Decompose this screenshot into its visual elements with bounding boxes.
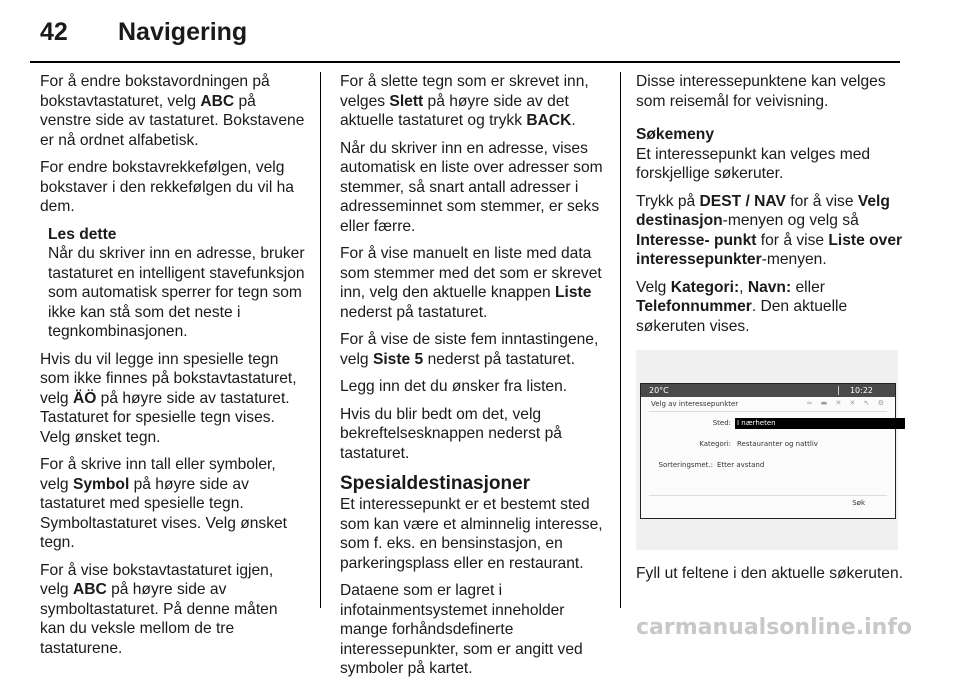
screen-figure <box>636 350 898 550</box>
note-text: Når du skriver inn en adresse, bruker tastaturet en intelligent stavefunksjon som automatisk sperrer for tegn som ikke kan stå som det neste i tegnkombinasjonen. <box>48 245 305 340</box>
paragraph: For å vise bokstavtastaturet igjen, velg ABC på høyre side av symboltastaturet. På denne måten kan du veksle mellom de tre tastaturene. <box>40 561 278 657</box>
paragraph: For å slette tegn som er skrevet inn, velges Slett på høyre side av det aktuelle tastaturet og trykk BACK. <box>340 73 589 129</box>
screen-status-bar <box>641 384 895 397</box>
paragraph: Disse interessepunktene kan velges som reisemål for veivisning. <box>636 73 886 110</box>
subheading: Søkemeny <box>636 126 715 143</box>
status-divider <box>838 386 839 395</box>
section-heading: Spesialdestinasjoner <box>340 473 531 494</box>
screen-divider <box>649 495 887 496</box>
note-title: Les dette <box>48 225 117 243</box>
field-label-category: Kategori: <box>699 440 731 448</box>
paragraph: Legg inn det du ønsker fra listen. <box>340 378 568 395</box>
field-value-category[interactable]: Restauranter og nattliv <box>737 440 818 448</box>
paragraph: For å skrive inn tall eller symboler, velg Symbol på høyre side av tastaturet med spesielle tegn. Symboltastaturet vises. Velg ønsket tegn. <box>40 456 288 551</box>
page-header <box>30 12 910 60</box>
header-rule <box>30 61 900 63</box>
paragraph: Trykk på DEST / NAV for å vise Velg destinasjon-menyen og velg så Interesse- punkt for å vise Liste over interessepunkter-menyen. <box>636 192 903 268</box>
note-box <box>40 225 305 342</box>
clock-readout: 10:22 <box>849 386 873 395</box>
paragraph: Hvis du blir bedt om det, velg bekreftelsesknappen nederst på tastaturet. <box>340 405 562 462</box>
paragraph: Hvis du vil legge inn spesielle tegn som ikke finnes på bokstavtastaturet, velg ÄÖ på høyre side av tastaturet. Tastaturet for spesielle tegn vises. Velg ønsket tegn. <box>40 350 297 446</box>
page-number: 42 <box>40 18 68 46</box>
paragraph: Et interessepunkt er et bestemt sted som kan være et alminnelig interesse, som f. eks. en bensinstasjon, en parkeringsplass eller en restaurant. <box>340 496 603 572</box>
temperature-readout: 20°C <box>649 386 669 395</box>
column-3 <box>636 72 904 592</box>
column-divider <box>620 72 621 608</box>
paragraph: Når du skriver inn en adresse, vises automatisk en liste over adresser som stemmer, så snart antall adresser i adresseminnet som stemmer, er seks eller færre. <box>340 139 603 235</box>
column-1 <box>40 72 305 666</box>
paragraph: For å vise manuelt en liste med data som stemmer med det som er skrevet inn, velg den aktuelle knappen Liste nederst på tastaturet. <box>340 245 602 321</box>
field-label-location: Sted: <box>712 419 731 427</box>
search-button[interactable]: Søk <box>852 499 865 507</box>
section-title: Navigering <box>118 18 248 46</box>
screen-title: Velg av interessepunkter <box>651 400 739 408</box>
paragraph: For endre bokstavrekkefølgen, velg bokstaver i den rekkefølgen du vil ha dem. <box>40 159 294 215</box>
column-divider <box>320 72 321 608</box>
status-icons: ≈ ▬ ✕ ✕ ↖ ⚙ <box>806 399 887 407</box>
paragraph: Fyll ut feltene i den aktuelle søkeruten. <box>636 565 903 582</box>
field-value-sorting[interactable]: Etter avstand <box>717 461 765 469</box>
infotainment-screen <box>640 383 896 519</box>
watermark: carmanualsonline.info <box>636 615 912 640</box>
paragraph: Dataene som er lagret i infotainmentsystemet inneholder mange forhåndsdefinerte interessepunkter, som er angitt ved symboler på kartet. <box>340 582 583 677</box>
paragraph: Velg Kategori:, Navn: eller Telefonnummer. Den aktuelle søkeruten vises. <box>636 278 848 335</box>
screen-divider <box>649 411 887 412</box>
field-value-location[interactable]: I nærheten <box>735 418 905 429</box>
paragraph: For å vise de siste fem inntastingene, velg Siste 5 nederst på tastaturet. <box>340 331 599 368</box>
paragraph: Et interessepunkt kan velges med forskjellige søkeruter. <box>636 145 871 182</box>
column-2 <box>340 72 605 679</box>
field-label-sorting: Sorteringsmet.: <box>658 461 713 469</box>
paragraph: For å endre bokstavordningen på bokstavtastaturet, velg ABC på venstre side av tastaturet. Bokstavene er nå ordnet alfabetisk. <box>40 73 305 149</box>
